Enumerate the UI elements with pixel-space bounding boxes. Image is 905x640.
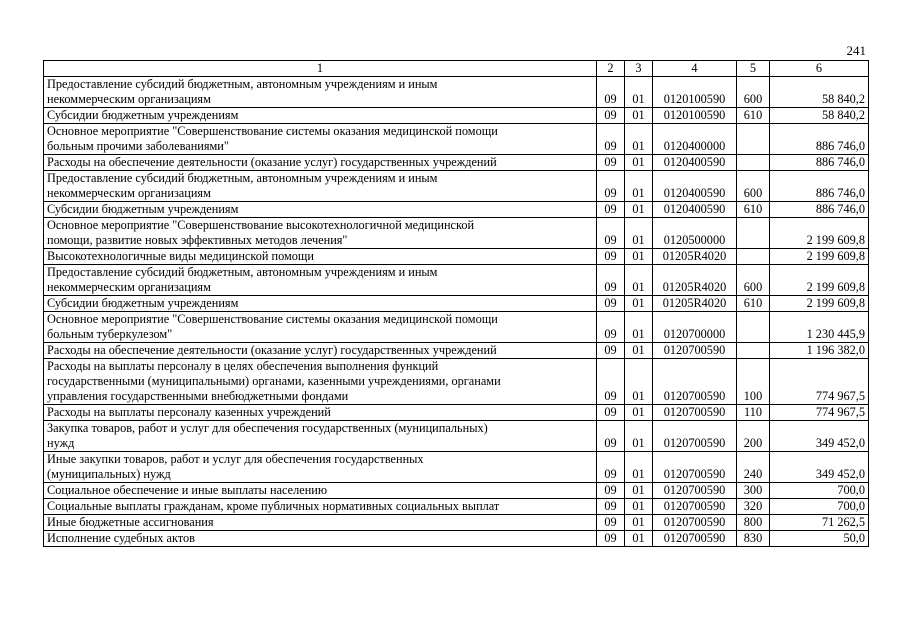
row-description	[44, 218, 597, 249]
amount-value: 886 746,0	[770, 155, 869, 171]
table-row	[44, 515, 869, 531]
description-line: некоммерческим организациям	[47, 186, 211, 200]
row-description	[44, 155, 597, 171]
row-description	[44, 77, 597, 108]
section-code: 09	[597, 171, 625, 202]
target-article-code: 01205R4020	[653, 265, 737, 296]
description-line: Социальные выплаты гражданам, кроме публичных нормативных социальных выплат	[47, 499, 500, 513]
section-code: 09	[597, 265, 625, 296]
row-description	[44, 531, 597, 547]
expense-type-code: 240	[737, 452, 770, 483]
amount-value: 2 199 609,8	[770, 265, 869, 296]
subsection-code: 01	[625, 499, 653, 515]
expense-type-code	[737, 124, 770, 155]
description-line: государственными (муниципальными) органами, казенными учреждениями, органами	[47, 374, 501, 388]
amount-value: 774 967,5	[770, 405, 869, 421]
row-description	[44, 359, 597, 405]
section-code: 09	[597, 343, 625, 359]
description-line: Основное мероприятие "Совершенствование высокотехнологичной медицинской	[47, 218, 475, 232]
description-line: Иные бюджетные ассигнования	[47, 515, 214, 529]
row-description	[44, 343, 597, 359]
row-description	[44, 452, 597, 483]
amount-value: 58 840,2	[770, 77, 869, 108]
table-row	[44, 296, 869, 312]
section-code: 09	[597, 452, 625, 483]
expense-type-code	[737, 343, 770, 359]
expense-type-code: 600	[737, 171, 770, 202]
amount-value: 50,0	[770, 531, 869, 547]
target-article-code: 0120400590	[653, 202, 737, 218]
target-article-code: 0120700590	[653, 483, 737, 499]
column-header: 5	[737, 61, 770, 77]
description-line: Предоставление субсидий бюджетным, автономным учреждениям и иным	[47, 77, 438, 91]
row-description	[44, 312, 597, 343]
target-article-code: 0120700590	[653, 359, 737, 405]
table-row	[44, 483, 869, 499]
section-code: 09	[597, 312, 625, 343]
description-line: Иные закупки товаров, работ и услуг для обеспечения государственных	[47, 452, 424, 466]
table-row	[44, 421, 869, 452]
amount-value: 700,0	[770, 483, 869, 499]
row-description	[44, 124, 597, 155]
expense-type-code	[737, 155, 770, 171]
description-line: некоммерческим организациям	[47, 280, 211, 294]
amount-value: 774 967,5	[770, 359, 869, 405]
expense-type-code: 100	[737, 359, 770, 405]
subsection-code: 01	[625, 124, 653, 155]
subsection-code: 01	[625, 452, 653, 483]
target-article-code: 01205R4020	[653, 249, 737, 265]
target-article-code: 0120700590	[653, 421, 737, 452]
column-header: 6	[770, 61, 869, 77]
section-code: 09	[597, 515, 625, 531]
description-line: Закупка товаров, работ и услуг для обеспечения государственных (муниципальных)	[47, 421, 488, 435]
section-code: 09	[597, 421, 625, 452]
subsection-code: 01	[625, 218, 653, 249]
amount-value: 886 746,0	[770, 202, 869, 218]
expense-type-code: 830	[737, 531, 770, 547]
section-code: 09	[597, 531, 625, 547]
table-row	[44, 155, 869, 171]
table-row	[44, 359, 869, 405]
row-description	[44, 483, 597, 499]
table-row	[44, 202, 869, 218]
amount-value: 1 230 445,9	[770, 312, 869, 343]
row-description	[44, 171, 597, 202]
header-row	[44, 61, 869, 77]
section-code: 09	[597, 77, 625, 108]
table-row	[44, 452, 869, 483]
expense-type-code: 610	[737, 202, 770, 218]
target-article-code: 0120400590	[653, 171, 737, 202]
section-code: 09	[597, 483, 625, 499]
target-article-code: 0120700590	[653, 343, 737, 359]
table-row	[44, 312, 869, 343]
expense-type-code: 200	[737, 421, 770, 452]
table-row	[44, 499, 869, 515]
expense-type-code	[737, 218, 770, 249]
table-row	[44, 108, 869, 124]
expense-type-code: 300	[737, 483, 770, 499]
table-row	[44, 171, 869, 202]
description-line: Расходы на обеспечение деятельности (оказание услуг) государственных учреждений	[47, 343, 497, 357]
subsection-code: 01	[625, 312, 653, 343]
subsection-code: 01	[625, 359, 653, 405]
budget-table	[43, 60, 869, 547]
target-article-code: 0120500000	[653, 218, 737, 249]
subsection-code: 01	[625, 421, 653, 452]
expense-type-code: 800	[737, 515, 770, 531]
row-description	[44, 202, 597, 218]
table-row	[44, 124, 869, 155]
expense-type-code: 600	[737, 265, 770, 296]
column-header: 2	[597, 61, 625, 77]
table-row	[44, 218, 869, 249]
table-row	[44, 531, 869, 547]
description-line: некоммерческим организациям	[47, 92, 211, 106]
column-header: 1	[44, 61, 597, 77]
subsection-code: 01	[625, 77, 653, 108]
amount-value: 2 199 609,8	[770, 218, 869, 249]
section-code: 09	[597, 124, 625, 155]
amount-value: 349 452,0	[770, 421, 869, 452]
description-line: Субсидии бюджетным учреждениям	[47, 202, 239, 216]
target-article-code: 0120400590	[653, 155, 737, 171]
subsection-code: 01	[625, 108, 653, 124]
description-line: Расходы на выплаты персоналу в целях обеспечения выполнения функций	[47, 359, 439, 373]
column-header: 4	[653, 61, 737, 77]
amount-value: 1 196 382,0	[770, 343, 869, 359]
subsection-code: 01	[625, 249, 653, 265]
expense-type-code: 610	[737, 108, 770, 124]
amount-value: 2 199 609,8	[770, 296, 869, 312]
subsection-code: 01	[625, 483, 653, 499]
subsection-code: 01	[625, 405, 653, 421]
description-line: Субсидии бюджетным учреждениям	[47, 296, 239, 310]
section-code: 09	[597, 202, 625, 218]
table-row	[44, 265, 869, 296]
page-number: 241	[846, 43, 866, 58]
target-article-code: 01205R4020	[653, 296, 737, 312]
description-line: Расходы на выплаты персоналу казенных учреждений	[47, 405, 331, 419]
amount-value: 2 199 609,8	[770, 249, 869, 265]
target-article-code: 0120700590	[653, 499, 737, 515]
target-article-code: 0120700590	[653, 452, 737, 483]
description-line: помощи, развитие новых эффективных методов лечения"	[47, 233, 348, 247]
row-description	[44, 265, 597, 296]
row-description	[44, 421, 597, 452]
expense-type-code	[737, 249, 770, 265]
section-code: 09	[597, 155, 625, 171]
subsection-code: 01	[625, 171, 653, 202]
amount-value: 349 452,0	[770, 452, 869, 483]
subsection-code: 01	[625, 202, 653, 218]
subsection-code: 01	[625, 296, 653, 312]
subsection-code: 01	[625, 343, 653, 359]
description-line: Исполнение судебных актов	[47, 531, 195, 545]
row-description	[44, 249, 597, 265]
description-line: (муниципальных) нужд	[47, 467, 171, 481]
section-code: 09	[597, 218, 625, 249]
expense-type-code: 600	[737, 77, 770, 108]
description-line: Субсидии бюджетным учреждениям	[47, 108, 239, 122]
description-line: больным туберкулезом"	[47, 327, 173, 341]
description-line: Предоставление субсидий бюджетным, автономным учреждениям и иным	[47, 171, 438, 185]
target-article-code: 0120400000	[653, 124, 737, 155]
description-line: Социальное обеспечение и иные выплаты населению	[47, 483, 328, 497]
description-line: управления государственными внебюджетными фондами	[47, 389, 349, 403]
target-article-code: 0120700590	[653, 531, 737, 547]
target-article-code: 0120700590	[653, 515, 737, 531]
section-code: 09	[597, 249, 625, 265]
table-row	[44, 249, 869, 265]
target-article-code: 0120700000	[653, 312, 737, 343]
target-article-code: 0120100590	[653, 108, 737, 124]
description-line: Основное мероприятие "Совершенствование системы оказания медицинской помощи	[47, 124, 498, 138]
section-code: 09	[597, 359, 625, 405]
section-code: 09	[597, 296, 625, 312]
subsection-code: 01	[625, 515, 653, 531]
section-code: 09	[597, 108, 625, 124]
table-row	[44, 405, 869, 421]
description-line: Расходы на обеспечение деятельности (оказание услуг) государственных учреждений	[47, 155, 497, 169]
subsection-code: 01	[625, 265, 653, 296]
subsection-code: 01	[625, 155, 653, 171]
expense-type-code: 110	[737, 405, 770, 421]
subsection-code: 01	[625, 531, 653, 547]
amount-value: 700,0	[770, 499, 869, 515]
amount-value: 58 840,2	[770, 108, 869, 124]
expense-type-code: 610	[737, 296, 770, 312]
row-description	[44, 108, 597, 124]
table-row	[44, 77, 869, 108]
section-code: 09	[597, 499, 625, 515]
column-header: 3	[625, 61, 653, 77]
row-description	[44, 499, 597, 515]
row-description	[44, 405, 597, 421]
amount-value: 886 746,0	[770, 124, 869, 155]
description-line: Высокотехнологичные виды медицинской помощи	[47, 249, 314, 263]
table-row	[44, 343, 869, 359]
target-article-code: 0120100590	[653, 77, 737, 108]
description-line: нужд	[47, 436, 75, 450]
section-code: 09	[597, 405, 625, 421]
description-line: Основное мероприятие "Совершенствование системы оказания медицинской помощи	[47, 312, 498, 326]
description-line: больным прочими заболеваниями"	[47, 139, 229, 153]
amount-value: 886 746,0	[770, 171, 869, 202]
amount-value: 71 262,5	[770, 515, 869, 531]
target-article-code: 0120700590	[653, 405, 737, 421]
row-description	[44, 296, 597, 312]
description-line: Предоставление субсидий бюджетным, автономным учреждениям и иным	[47, 265, 438, 279]
row-description	[44, 515, 597, 531]
expense-type-code	[737, 312, 770, 343]
expense-type-code: 320	[737, 499, 770, 515]
